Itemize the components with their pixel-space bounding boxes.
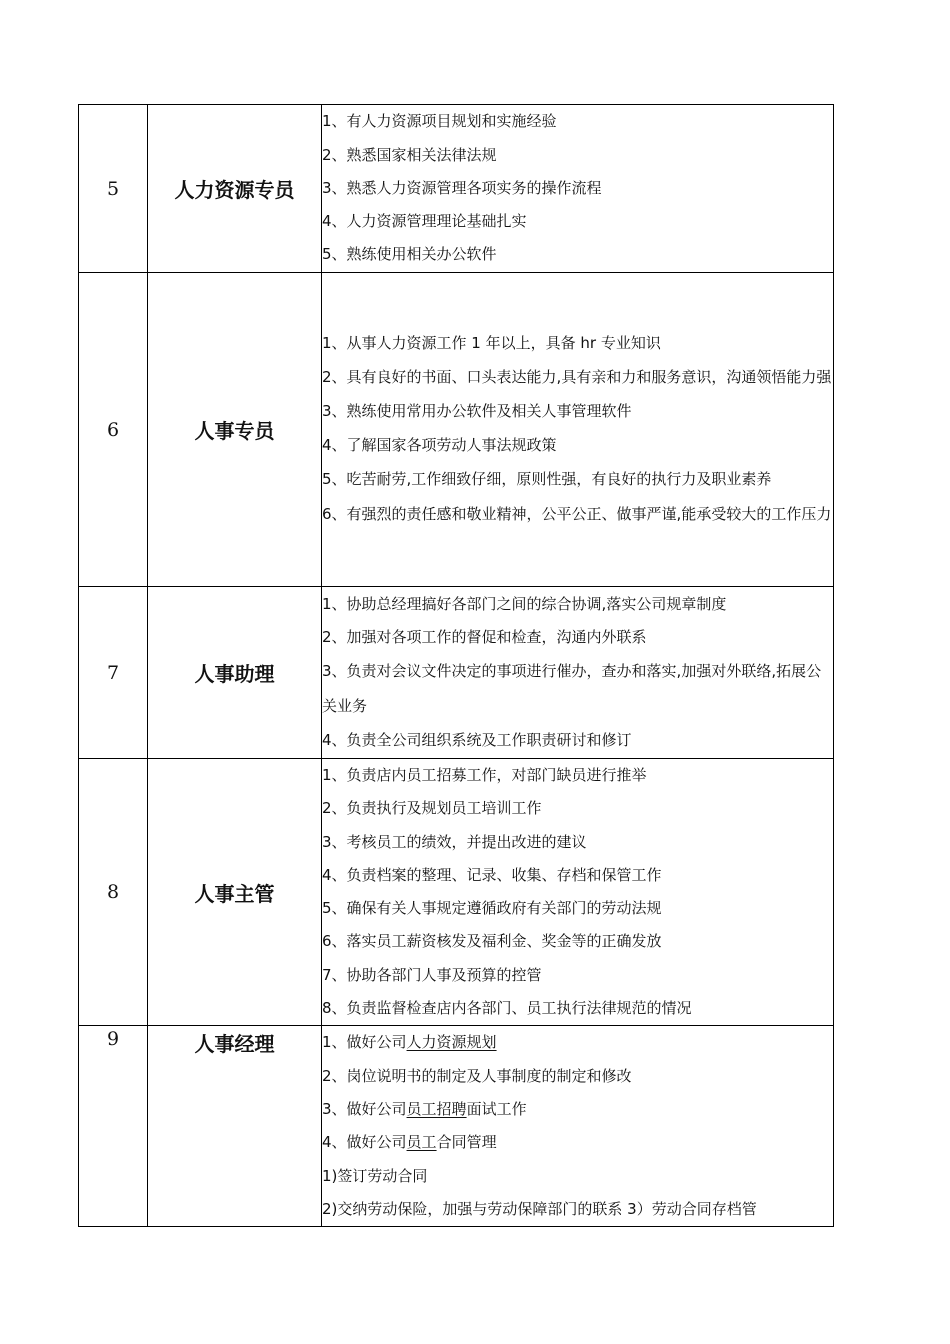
job-requirements <box>322 273 834 587</box>
row-number: 7 <box>79 587 148 759</box>
job-requirements <box>322 587 834 759</box>
requirement-item: 2、负责执行及规划员工培训工作 <box>322 799 542 818</box>
requirement-item: 1、协助总经理搞好各部门之间的综合协调,落实公司规章制度 <box>322 594 727 613</box>
requirement-item <box>322 1126 833 1159</box>
requirement-item: 7、协助各部门人事及预算的控管 <box>322 965 542 984</box>
requirement-text: 合同管理 <box>436 1133 497 1152</box>
row-number: 9 <box>79 1026 148 1227</box>
table-row <box>79 1026 834 1227</box>
row-number: 5 <box>79 105 148 273</box>
table-row <box>79 587 834 759</box>
requirement-item: 2、具有良好的书面、口头表达能力,具有亲和力和服务意识，沟通领悟能力强 <box>322 368 832 387</box>
job-duties-table <box>78 104 834 1227</box>
hr-planning-link[interactable]: 人力资源规划 <box>406 1033 497 1052</box>
requirement-item: 2)交纳劳动保险，加强与劳动保障部门的联系 3）劳动合同存档管 <box>322 1199 757 1218</box>
requirement-text: 3、做好公司 <box>322 1099 407 1118</box>
requirement-item: 2、岗位说明书的制定及人事制度的制定和修改 <box>322 1066 632 1085</box>
requirement-item: 2、熟悉国家相关法律法规 <box>322 145 497 164</box>
employee-link[interactable]: 员工 <box>406 1133 437 1152</box>
requirement-item: 4、了解国家各项劳动人事法规政策 <box>322 435 557 454</box>
job-title: 人事助理 <box>148 587 322 759</box>
requirement-item: 2、加强对各项工作的督促和检查，沟通内外联系 <box>322 627 647 646</box>
requirement-item <box>322 1093 833 1126</box>
requirement-item: 5、吃苦耐劳,工作细致仔细，原则性强，有良好的执行力及职业素养 <box>322 469 772 488</box>
recruitment-link[interactable]: 员工招聘 <box>406 1099 467 1118</box>
job-requirements <box>322 1026 834 1227</box>
row-number: 6 <box>79 273 148 587</box>
requirement-item: 1)签订劳动合同 <box>322 1166 428 1185</box>
job-requirements <box>322 105 834 273</box>
requirement-item <box>322 1026 833 1059</box>
job-title: 人力资源专员 <box>148 105 322 273</box>
requirement-item: 8、负责监督检查店内各部门、员工执行法律规范的情况 <box>322 999 692 1018</box>
requirement-text: 1、做好公司 <box>322 1033 407 1052</box>
requirement-item: 4、负责全公司组织系统及工作职责研讨和修订 <box>322 731 632 750</box>
requirement-item: 1、负责店内员工招募工作，对部门缺员进行推举 <box>322 766 647 784</box>
requirement-item: 3、熟练使用常用办公软件及相关人事管理软件 <box>322 402 632 421</box>
job-title: 人事主管 <box>148 759 322 1026</box>
requirement-item: 1、从事人力资源工作 1 年以上，具备 hr 专业知识 <box>322 334 661 353</box>
table-row <box>79 273 834 587</box>
requirement-item: 5、确保有关人事规定遵循政府有关部门的劳动法规 <box>322 899 662 918</box>
requirement-item: 6、落实员工薪资核发及福利金、奖金等的正确发放 <box>322 932 662 951</box>
requirement-item: 6、有强烈的责任感和敬业精神，公平公正、做事严谨,能承受较大的工作压力 <box>322 504 832 523</box>
job-requirements <box>322 759 834 1026</box>
requirement-item: 3、熟悉人力资源管理各项实务的操作流程 <box>322 178 602 197</box>
requirement-item: 5、熟练使用相关办公软件 <box>322 245 497 264</box>
row-number: 8 <box>79 759 148 1026</box>
requirement-item: 4、负责档案的整理、记录、收集、存档和保管工作 <box>322 865 662 884</box>
table-row <box>79 759 834 1026</box>
requirement-item: 4、人力资源管理理论基础扎实 <box>322 212 527 231</box>
job-title: 人事专员 <box>148 273 322 587</box>
requirement-item: 3、负责对会议文件决定的事项进行催办，查办和落实,加强对外联络,拓展公关业务 <box>322 662 822 716</box>
requirement-item: 3、考核员工的绩效，并提出改进的建议 <box>322 832 587 851</box>
requirement-text: 面试工作 <box>466 1099 527 1118</box>
job-title: 人事经理 <box>148 1026 322 1227</box>
requirement-item: 1、有人力资源项目规划和实施经验 <box>322 112 557 131</box>
requirement-text: 4、做好公司 <box>322 1133 407 1152</box>
table-row <box>79 105 834 273</box>
